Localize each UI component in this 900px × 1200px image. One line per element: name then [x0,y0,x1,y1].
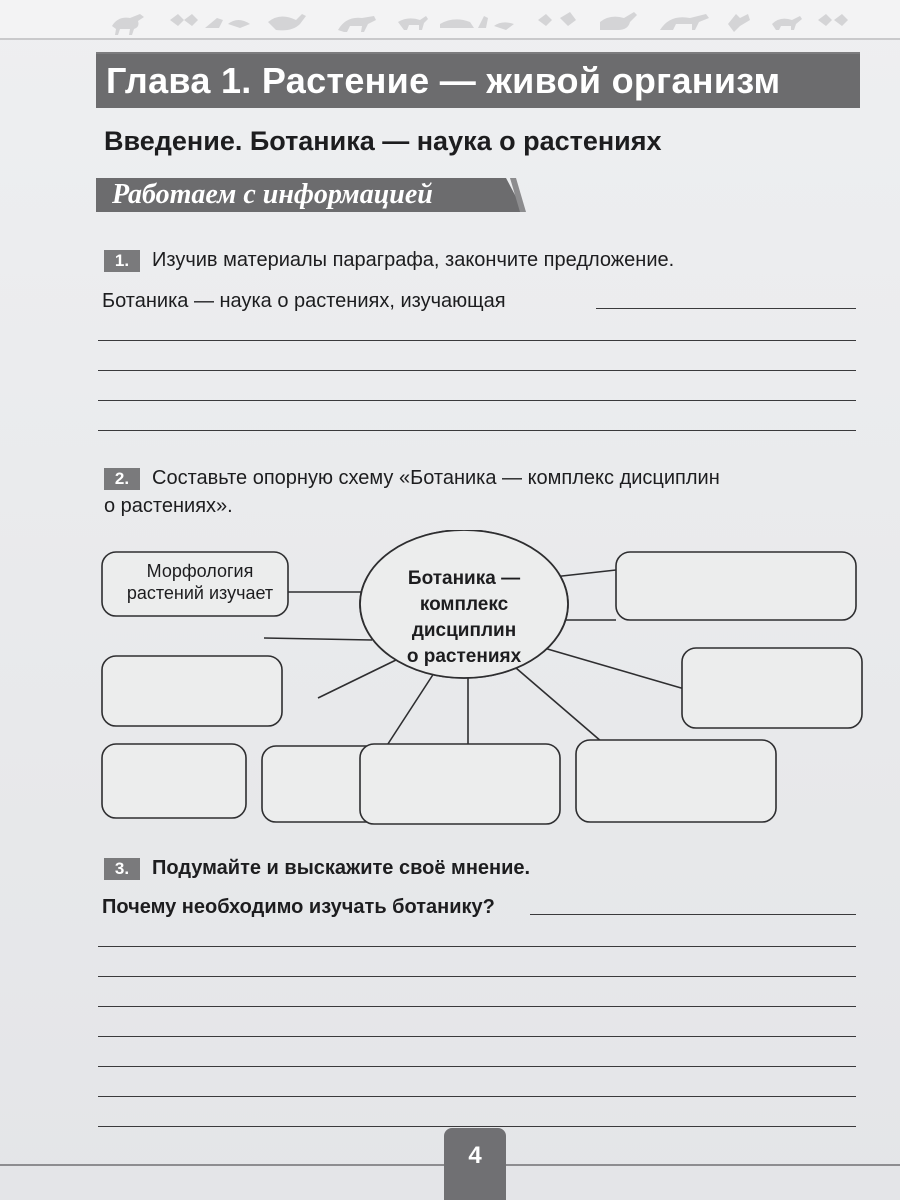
task-2-prompt-line2: о растениях». [104,495,233,517]
decorative-header-strip [0,0,900,40]
task-3-prompt: Подумайте и выскажите своё мнение. [152,857,531,879]
task-1-answer-line[interactable] [98,340,856,341]
center-line-2: комплекс [419,594,509,615]
task-3-answer-line[interactable] [98,976,856,977]
task-2-badge: 2. [104,468,140,490]
task-1-answer-line[interactable] [98,400,856,401]
task-3-answer-line[interactable] [98,1096,856,1097]
task-3-question: Почему необходимо изучать ботанику? [102,896,495,918]
scheme-box [682,648,862,728]
center-line-3: дисциплин [411,620,517,641]
scheme-box [102,744,246,818]
task-3-answer-line[interactable] [98,946,856,947]
morphology-box-line1: Морфология [146,561,254,581]
task-1-badge: 1. [104,250,140,272]
task-3-answer-line[interactable] [98,1126,856,1127]
morphology-box-label [112,560,288,604]
task-3-badge: 3. [104,858,140,880]
task-3-answer-line[interactable] [98,1066,856,1067]
task-3-answer-line[interactable] [98,1036,856,1037]
morphology-box-line2: растений изучает [126,583,274,603]
center-line-1: Ботаника — [407,568,521,589]
task-1-prompt: Изучив материалы параграфа, закончите предложение. [152,249,675,271]
section-title: Введение. Ботаника — наука о растениях [104,126,662,156]
work-info-label: Работаем с информацией [112,179,433,210]
scheme-box [360,744,560,824]
task-1-answer-line[interactable] [98,370,856,371]
scheme-box [102,656,282,726]
task-3-answer-line[interactable] [98,1006,856,1007]
task-1-answer-line[interactable] [596,308,856,309]
scheme-box [576,740,776,822]
task-3-answer-line[interactable] [530,914,856,915]
chapter-title: Глава 1. Растение — живой организм [106,60,781,101]
task-2-prompt-line1: Составьте опорную схему «Ботаника — комплекс дисциплин [152,467,720,489]
page-number: 4 [468,1142,482,1169]
scheme-box [616,552,856,620]
center-line-4: о растениях [406,646,522,667]
task-1-answer-line[interactable] [98,430,856,431]
task-1-answer-prefix: Ботаника — наука о растениях, изучающая [102,290,506,312]
animal-silhouettes-icon [0,0,900,38]
scheme-center-label [384,566,544,670]
